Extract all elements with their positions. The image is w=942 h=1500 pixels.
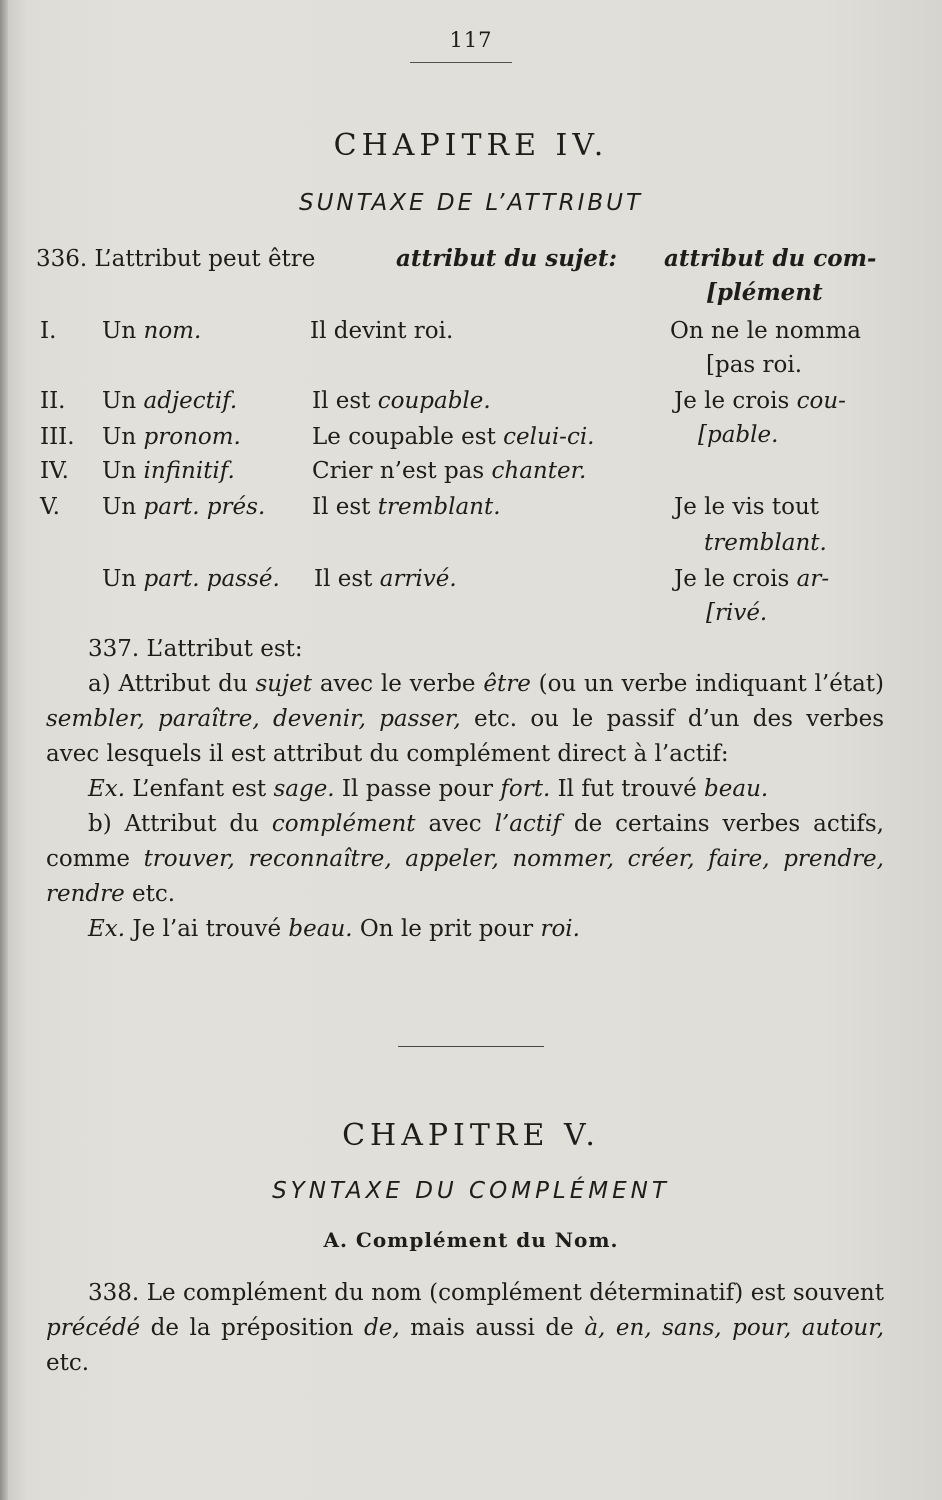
row-1-example: Il devint roi.: [310, 318, 454, 344]
chapter-5-title: CHAPITRE V.: [342, 1118, 600, 1153]
paragraph-337-b: b) Attribut du complément avec l’actif de certains verbes actifs, comme trouver, reconnaître, appeler, nommer, créer, faire, prendre, rendre etc.: [46, 811, 884, 907]
chapter-5-subtitle: SYNTAXE DU COMPLÉMENT: [272, 1178, 670, 1204]
row-5-label: Un part. prés.: [102, 494, 266, 520]
example-2: Ex. Je l’ai trouvé beau. On le prit pour roi.: [88, 916, 580, 942]
row-5-complement: Je le vis tout: [674, 494, 820, 520]
paragraph-337-intro: 337. L’attribut est:: [88, 636, 303, 662]
row-5-example: Il est tremblant.: [312, 494, 501, 520]
row-3-example: Le coupable est celui-ci.: [312, 424, 595, 450]
section-a-heading: A. Complément du Nom.: [323, 1228, 619, 1252]
chapter-4-title: CHAPITRE IV.: [333, 128, 609, 163]
row-2-label: Un adjectif.: [102, 388, 238, 414]
row-2-roman: II.: [40, 388, 66, 414]
column-heading-complement-continued: [plément: [706, 279, 823, 306]
row-6-example: Il est arrivé.: [314, 566, 457, 592]
row-3-roman: III.: [40, 424, 75, 450]
example-1: Ex. L’enfant est sage. Il passe pour fort. Il fut trouvé beau.: [88, 776, 769, 802]
row-2-example: Il est coupable.: [312, 388, 491, 414]
paragraph-337-a: a) Attribut du sujet avec le verbe être (ou un verbe indiquant l’état) sembler, paraître, devenir, passer, etc. ou le passif d’un des verbes avec lesquels il est attribut du complément direct à l’actif:: [46, 671, 885, 767]
row-2-complement: Je le crois cou-: [674, 388, 846, 414]
chapter-4-subtitle: SUNTAXE DE L’ATTRIBUT: [298, 190, 644, 216]
row-6-complement: Je le crois ar-: [674, 566, 830, 592]
column-heading-subject: attribut du sujet:: [396, 245, 617, 272]
row-1-label: Un nom.: [102, 318, 202, 344]
paragraph-number: 336.: [36, 246, 88, 272]
row-4-label: Un infinitif.: [102, 458, 235, 484]
row-1-roman: I.: [40, 318, 57, 344]
paragraph-338: 338. Le complément du nom (complément déterminatif) est souvent précédé de la préposition de, mais aussi de à, en, sans, pour, autour, etc.: [46, 1280, 885, 1376]
row-4-example: Crier n’est pas chanter.: [312, 458, 587, 484]
paragraph-336-lead: [36, 244, 315, 274]
row-3-label: Un pronom.: [102, 424, 241, 450]
section-separator: [398, 1046, 544, 1047]
page-number: 117: [449, 28, 493, 52]
row-5-roman: V.: [40, 494, 60, 520]
row-1-complement-continued: [pas roi.: [706, 352, 803, 378]
page-number-rule: [410, 62, 512, 63]
row-5-complement-continued: tremblant.: [704, 530, 827, 556]
column-heading-complement: attribut du com-: [664, 245, 877, 272]
paragraph-text: L’attribut peut être: [94, 246, 316, 272]
paragraph-337: [46, 632, 884, 947]
row-4-roman: IV.: [40, 458, 69, 484]
row-6-label: Un part. passé.: [102, 566, 280, 592]
row-2-complement-continued: [pable.: [698, 422, 779, 448]
row-6-complement-continued: [rivé.: [706, 600, 768, 626]
row-1-complement: On ne le nomma: [670, 318, 861, 344]
